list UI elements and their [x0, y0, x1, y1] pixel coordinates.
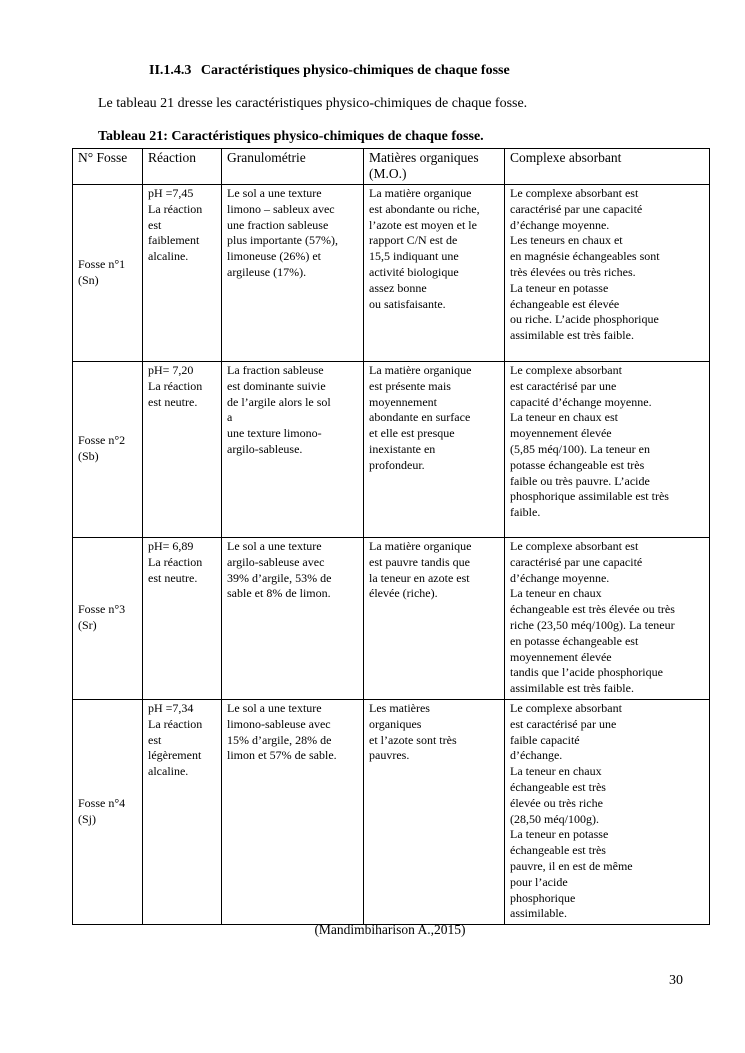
cell-line: alcaline. — [148, 249, 189, 264]
cell-line: est neutre. — [148, 570, 198, 585]
cell-line: argilo-sableuse. — [227, 441, 303, 456]
cell-line: La teneur en chaux est — [510, 410, 618, 425]
cell-line: élevée ou très riche — [510, 795, 603, 810]
cell-line: profondeur. — [369, 457, 425, 472]
cell-line: argilo-sableuse avec — [227, 554, 325, 569]
cell-line: Le complexe absorbant — [510, 700, 622, 715]
cell-line: La fraction sableuse — [227, 363, 324, 377]
intro-paragraph: Le tableau 21 dresse les caractéristiques physico-chimiques de chaque fosse. — [98, 96, 528, 111]
cell-line: Le sol a une texture — [227, 700, 322, 715]
cell-line: La réaction — [148, 378, 203, 393]
cell-line: (Sb) — [78, 449, 99, 463]
cell-line: en potasse échangeable est — [510, 633, 639, 648]
cell-line: Le complexe absorbant — [510, 363, 622, 377]
cell-line: (Sj) — [78, 811, 96, 826]
cell-line: assimilable est très faible. — [510, 328, 634, 343]
cell-line: faible capacité — [510, 732, 580, 747]
cell-matieres — [364, 185, 505, 362]
header-matieres: Matières organiques (M.O.) — [364, 149, 505, 185]
table-caption: Tableau 21: Caractéristiques physico-chimiques de chaque fosse. — [98, 129, 484, 144]
cell-line: pH =7,34 — [148, 700, 194, 715]
cell-line: Les matières — [369, 700, 430, 715]
cell-line: 15% d’argile, 28% de — [227, 732, 332, 747]
cell-line: 15,5 indiquant une — [369, 249, 459, 264]
cell-line: pour l’acide — [510, 874, 568, 889]
cell-line: échangeable est très — [510, 779, 606, 794]
source-citation: (Mandimbiharison A.,2015) — [314, 922, 466, 937]
cell-line: sable et 8% de limon. — [227, 586, 331, 601]
cell-line: échangeable est très élevée ou très — [510, 602, 675, 617]
cell-line: argileuse (17%). — [227, 264, 307, 279]
cell-line: caractérisé par une capacité — [510, 554, 643, 569]
cell-line: ou satisfaisante. — [369, 296, 446, 311]
cell-line: pauvres. — [369, 748, 410, 763]
cell-line: échangeable est élevée — [510, 296, 620, 311]
cell-line: (5,85 méq/100). La teneur en — [510, 441, 650, 456]
page-number: 30 — [669, 973, 683, 988]
cell-line: La matière organique — [369, 539, 472, 553]
cell-line: faible. — [510, 505, 541, 520]
cell-line: échangeable est très — [510, 843, 606, 858]
cell-line: (Sn) — [78, 272, 99, 287]
section-title: Caractéristiques physico-chimiques de chaque fosse — [200, 63, 510, 78]
cell-line: La matière organique — [369, 363, 472, 377]
cell-line: est caractérisé par une — [510, 378, 617, 393]
cell-fosse — [73, 362, 143, 538]
cell-line: La réaction — [148, 716, 203, 731]
cell-granulometrie — [222, 362, 364, 538]
cell-line: et l’azote sont très — [369, 732, 457, 747]
cell-line: moyennement — [369, 394, 437, 409]
cell-line: est neutre. — [148, 394, 198, 409]
cell-complexe — [505, 538, 710, 700]
cell-line: plus importante (57%), — [227, 233, 338, 248]
cell-line: Fosse n°4 — [78, 795, 126, 810]
cell-fosse — [73, 185, 143, 362]
header-granulometrie: Granulométrie — [222, 149, 364, 185]
cell-line: activité biologique — [369, 264, 459, 279]
table-row — [73, 185, 710, 362]
physico-chemical-table — [72, 148, 710, 925]
cell-line: ou riche. L’acide phosphorique — [510, 312, 659, 327]
cell-matieres — [364, 538, 505, 700]
cell-line: limoneuse (26%) et — [227, 249, 321, 264]
cell-line: La teneur en potasse — [510, 280, 609, 295]
cell-line: d’échange moyenne. — [510, 570, 610, 585]
cell-line: assez bonne — [369, 280, 427, 295]
cell-line: La teneur en potasse — [510, 827, 609, 842]
cell-line: La réaction — [148, 201, 203, 216]
section-number: II.1.4.3 — [149, 63, 192, 78]
cell-matieres — [364, 362, 505, 538]
cell-line: l’azote est moyen et le — [369, 217, 477, 232]
cell-line: faible ou très pauvre. L’acide — [510, 473, 650, 488]
cell-complexe — [505, 699, 710, 924]
cell-line: limono – sableux avec — [227, 201, 335, 216]
cell-line: moyennement élevée — [510, 426, 612, 441]
cell-fosse — [73, 538, 143, 700]
cell-granulometrie — [222, 185, 364, 362]
header-complexe: Complexe absorbant — [505, 149, 710, 185]
header-fosse: N° Fosse — [73, 149, 143, 185]
cell-line: Le complexe absorbant est — [510, 539, 639, 553]
cell-line: (28,50 méq/100g). — [510, 811, 599, 826]
cell-line: abondante en surface — [369, 410, 471, 425]
cell-line: La réaction — [148, 554, 203, 569]
cell-reaction — [143, 362, 222, 538]
header-reaction: Réaction — [143, 149, 222, 185]
cell-line: 39% d’argile, 53% de — [227, 570, 332, 585]
cell-line: et elle est presque — [369, 426, 455, 441]
cell-line: capacité d’échange moyenne. — [510, 394, 652, 409]
cell-line: moyennement élevée — [510, 649, 612, 664]
cell-line: rapport C/N est de — [369, 233, 458, 248]
cell-complexe — [505, 362, 710, 538]
section-heading — [149, 63, 510, 79]
table-row — [73, 362, 710, 538]
cell-line: Fosse n°3 — [78, 602, 126, 617]
cell-line: est caractérisé par une — [510, 716, 617, 731]
cell-reaction — [143, 185, 222, 362]
cell-line: Le complexe absorbant est — [510, 186, 639, 200]
cell-line: La teneur en chaux — [510, 764, 602, 779]
cell-line: phosphorique — [510, 890, 576, 905]
cell-line: Fosse n°1 — [78, 256, 126, 271]
table-row — [73, 699, 710, 924]
cell-complexe — [505, 185, 710, 362]
cell-line: pH= 6,89 — [148, 539, 194, 553]
cell-line: pH =7,45 — [148, 186, 194, 200]
cell-line: Les teneurs en chaux et — [510, 233, 623, 248]
cell-line: La teneur en chaux — [510, 586, 602, 601]
cell-reaction — [143, 699, 222, 924]
cell-line: légèrement — [148, 748, 202, 763]
cell-line: élevée (riche). — [369, 586, 438, 601]
cell-line: d’échange. — [510, 748, 563, 763]
cell-line: en magnésie échangeables sont — [510, 249, 660, 264]
cell-line: assimilable. — [510, 906, 567, 921]
cell-line: est dominante suivie — [227, 378, 326, 393]
cell-line: Fosse n°2 — [78, 433, 126, 448]
cell-line: une fraction sableuse — [227, 217, 329, 232]
cell-granulometrie — [222, 699, 364, 924]
table-row — [73, 538, 710, 700]
cell-line: La matière organique — [369, 186, 472, 200]
cell-line: tandis que l’acide phosphorique — [510, 665, 663, 680]
cell-line: organiques — [369, 716, 422, 731]
cell-line: caractérisé par une capacité — [510, 201, 643, 216]
cell-line: riche (23,50 méq/100g). La teneur — [510, 617, 675, 632]
cell-line: a — [227, 410, 233, 425]
cell-line: très élevées ou très riches. — [510, 264, 636, 279]
cell-line: assimilable est très faible. — [510, 681, 634, 696]
table-header-row — [73, 149, 710, 185]
cell-line: faiblement — [148, 233, 200, 248]
cell-line: pH= 7,20 — [148, 363, 194, 377]
cell-line: d’échange moyenne. — [510, 217, 610, 232]
cell-line: (Sr) — [78, 617, 97, 632]
cell-line: de l’argile alors le sol — [227, 394, 331, 409]
cell-line: Le sol a une texture — [227, 186, 322, 200]
cell-matieres — [364, 699, 505, 924]
cell-line: inexistante en — [369, 441, 436, 456]
cell-line: est — [148, 732, 162, 747]
cell-line: pauvre, il en est de même — [510, 858, 633, 873]
cell-line: la teneur en azote est — [369, 570, 470, 585]
cell-line: est — [148, 217, 162, 232]
cell-line: une texture limono- — [227, 426, 322, 441]
cell-line: est présente mais — [369, 378, 451, 393]
cell-line: limono-sableuse avec — [227, 716, 331, 731]
cell-line: est pauvre tandis que — [369, 554, 470, 569]
cell-line: alcaline. — [148, 764, 189, 779]
cell-granulometrie — [222, 538, 364, 700]
cell-line: Le sol a une texture — [227, 539, 322, 553]
cell-reaction — [143, 538, 222, 700]
cell-line: potasse échangeable est très — [510, 457, 645, 472]
cell-line: est abondante ou riche, — [369, 201, 480, 216]
cell-line: phosphorique assimilable est très — [510, 489, 669, 504]
cell-line: limon et 57% de sable. — [227, 748, 337, 763]
cell-fosse — [73, 699, 143, 924]
